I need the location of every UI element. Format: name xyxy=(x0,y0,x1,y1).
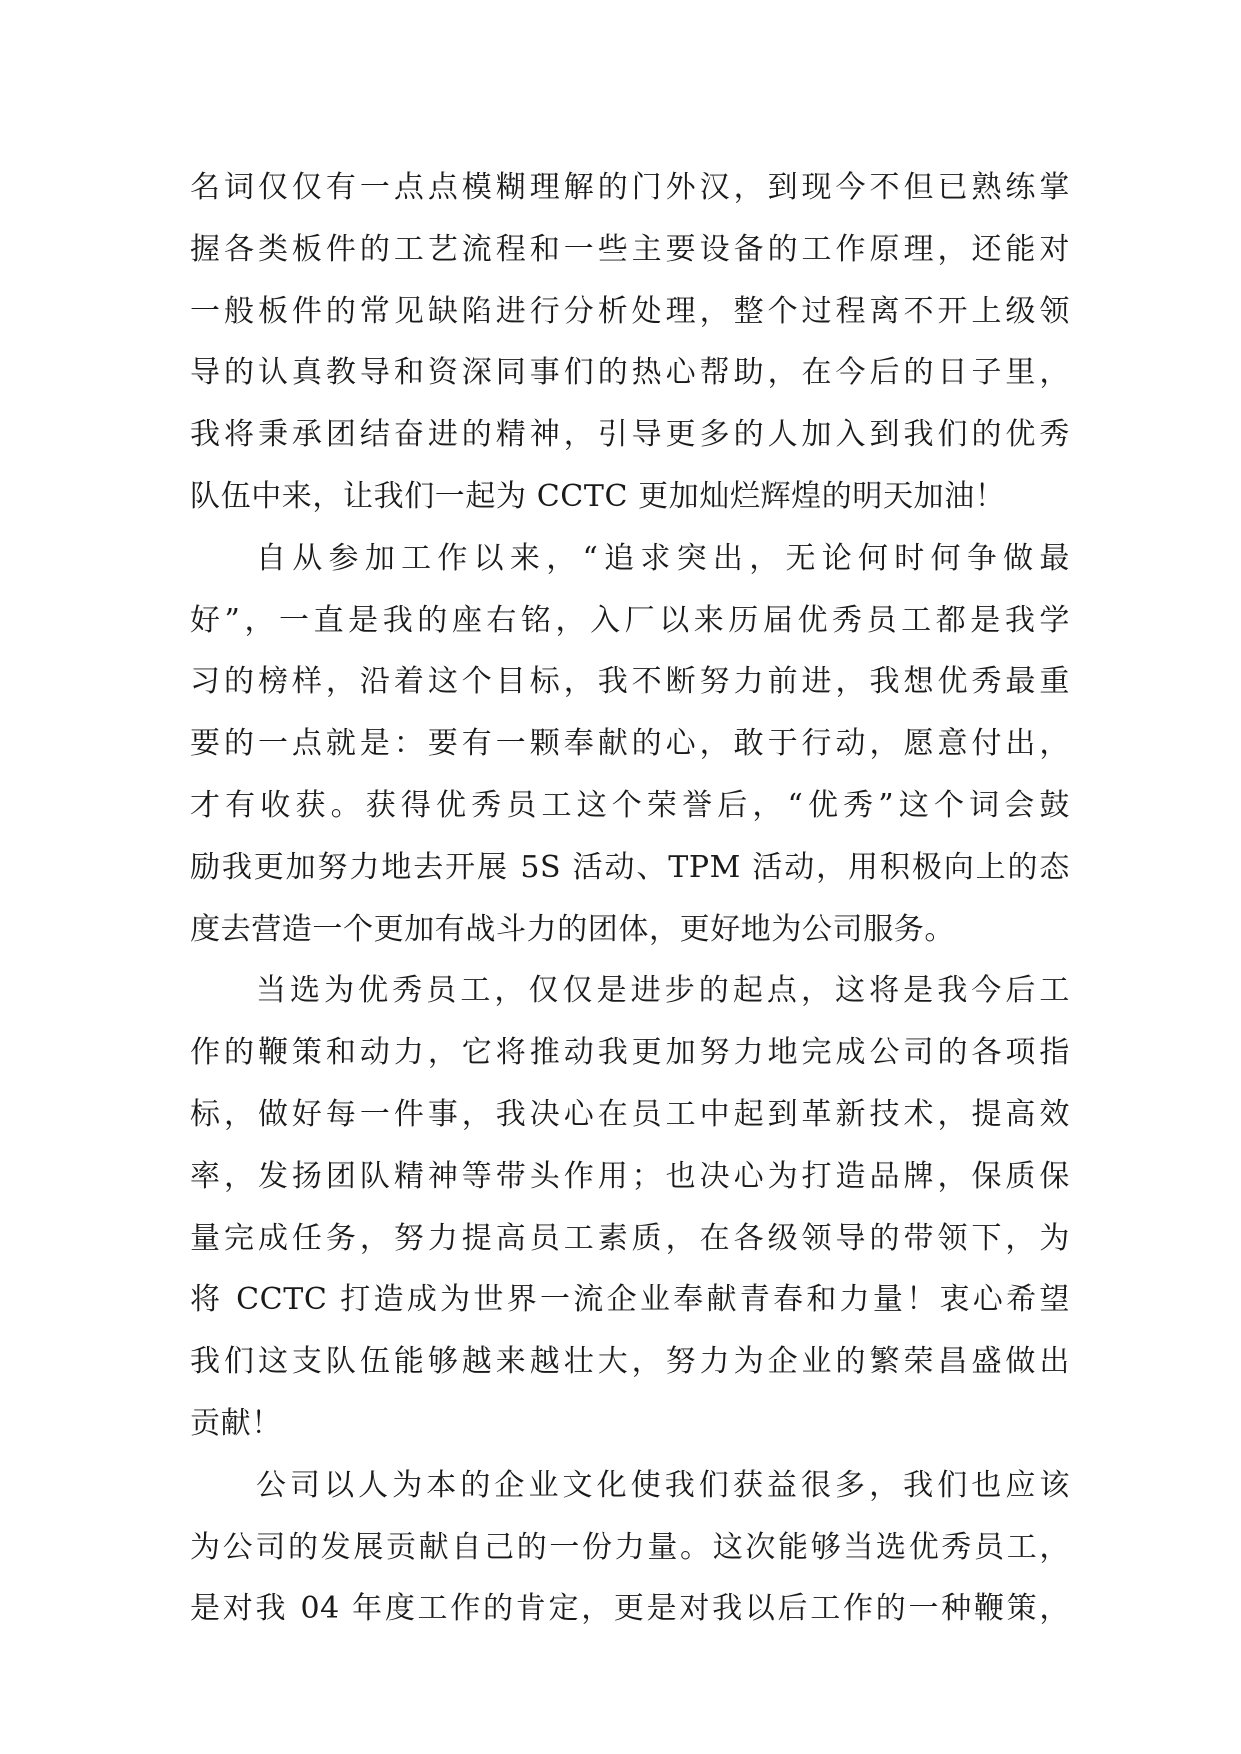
paragraph-line: 握各类板件的工艺流程和一些主要设备的工作原理，还能对 xyxy=(190,231,1070,267)
paragraph-line: 导的认真教导和资深同事们的热心帮助，在今后的日子里， xyxy=(190,355,1070,391)
paragraph-line: 我们这支队伍能够越来越壮大，努力为企业的繁荣昌盛做出 xyxy=(190,1344,1070,1380)
paragraph-line: 励我更加努力地去开展 5S 活动、TPM 活动，用积极向上的态 xyxy=(190,849,1070,885)
paragraph-line: 是对我 04 年度工作的肯定，更是对我以后工作的一种鞭策， xyxy=(190,1591,1070,1627)
paragraph-line: 名词仅仅有一点点模糊理解的门外汉，到现今不但已熟练掌 xyxy=(190,170,1070,205)
paragraph-line: 量完成任务，努力提高员工素质，在各级领导的带领下，为 xyxy=(190,1220,1070,1256)
paragraph-line: 我将秉承团结奋进的精神，引导更多的人加入到我们的优秀 xyxy=(190,417,1070,453)
paragraph-line: 队伍中来，让我们一起为 CCTC 更加灿烂辉煌的明天加油！ xyxy=(190,478,1006,514)
paragraph-line: 度去营造一个更加有战斗力的团体，更好地为公司服务。 xyxy=(190,911,955,947)
paragraph-line: 率，发扬团队精神等带头作用；也决心为打造品牌，保质保 xyxy=(190,1158,1070,1194)
paragraph-line: 为公司的发展贡献自己的一份力量。这次能够当选优秀员工， xyxy=(190,1529,1070,1565)
paragraph-line: 标，做好每一件事，我决心在员工中起到革新技术，提高效 xyxy=(190,1096,1070,1132)
paragraph-line: 公司以人为本的企业文化使我们获益很多，我们也应该 xyxy=(256,1467,1070,1503)
paragraph-line: 一般板件的常见缺陷进行分析处理，整个过程离不开上级领 xyxy=(190,293,1070,329)
paragraph-line: 将 CCTC 打造成为世界一流企业奉献青春和力量！衷心希望 xyxy=(190,1282,1070,1318)
paragraph-line: 贡献！ xyxy=(190,1405,282,1441)
paragraph-line: 好”，一直是我的座右铭，入厂以来历届优秀员工都是我学 xyxy=(190,602,1070,638)
paragraph-line: 作的鞭策和动力，它将推动我更加努力地完成公司的各项指 xyxy=(190,1035,1070,1071)
paragraph-line: 要的一点就是：要有一颗奉献的心，敢于行动，愿意付出， xyxy=(190,726,1070,762)
paragraph-line: 习的榜样，沿着这个目标，我不断努力前进，我想优秀最重 xyxy=(190,664,1070,700)
paragraph-line: 自从参加工作以来，“追求突出，无论何时何争做最 xyxy=(256,540,1070,576)
paragraph-line: 当选为优秀员工，仅仅是进步的起点，这将是我今后工 xyxy=(256,973,1070,1009)
paragraph-line: 才有收获。获得优秀员工这个荣誉后，“优秀”这个词会鼓 xyxy=(190,787,1070,823)
document-body xyxy=(190,157,1070,1640)
